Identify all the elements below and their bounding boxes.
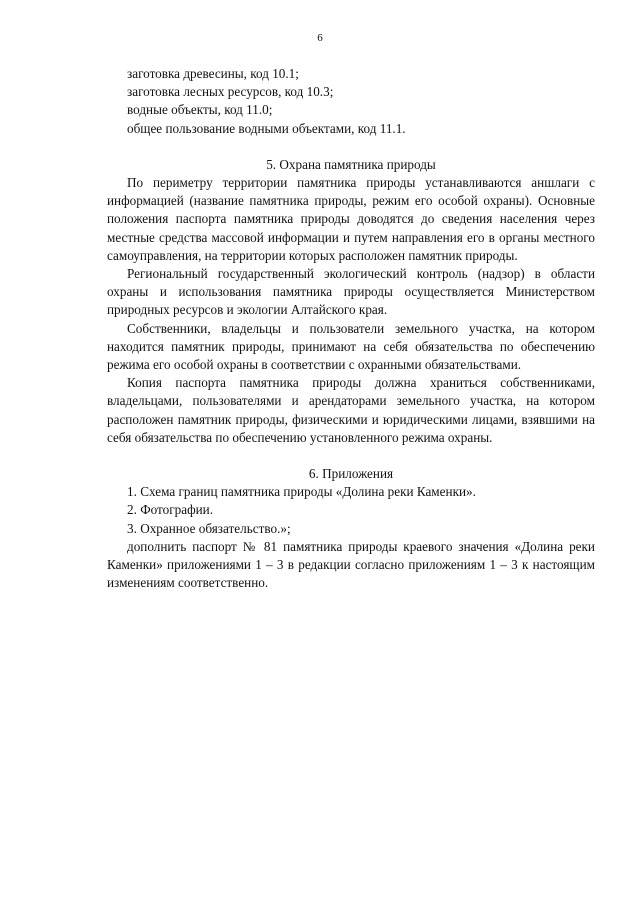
section-5-paragraph-3: Собственники, владельцы и пользователи земельного участка, на котором находится памятник природы, принимают на себя обязательства по обеспечению режима его особой охраны в соответствии с охранными обязательствами.: [107, 320, 595, 373]
closing-paragraph: дополнить паспорт № 81 памятника природы краевого значения «Долина реки Каменки» приложениями 1 – 3 в редакции согласно приложениям 1 – 3 к настоящим изменениям соответственно.: [107, 538, 595, 591]
list-item: водные объекты, код 11.0;: [127, 102, 273, 118]
page-number: 6: [317, 32, 323, 44]
spacer: [107, 447, 595, 465]
section-5-title: 5. Охрана памятника природы: [266, 156, 436, 172]
section-5-paragraph-2: Региональный государственный экологический контроль (надзор) в области охраны и использования памятника природы осуществляется Министерством природных ресурсов и экологии Алтайского края.: [107, 266, 595, 318]
section-5-paragraph-4: Копия паспорта памятника природы должна храниться собственниками, владельцами, пользователями и арендаторами земельного участка, на котором расположен памятник природы, физическими и юридическими лицами, взявшими на себя обязательства по обеспечению установленного режима охраны.: [107, 375, 595, 445]
list-item: заготовка древесины, код 10.1;: [127, 66, 299, 81]
spacer: [107, 138, 595, 156]
section-5-paragraph-1: По периметру территории памятника природы устанавливаются аншлаги с информацией (название памятника природы, режим его особой охраны). Основные положения паспорта памятника природы доводятся до сведения населения через местные средства массовой информации и путем направления его в органы местного самоуправления, на территории которых расположен памятник природы.: [107, 175, 595, 263]
appendix-item: 1. Схема границ памятника природы «Долина реки Каменки».: [127, 484, 476, 500]
document-body: [107, 65, 595, 592]
appendix-item: 2. Фотографии.: [127, 502, 214, 518]
list-item: общее пользование водными объектами, код 11.1.: [127, 120, 406, 136]
appendix-item: 3. Охранное обязательство.»;: [127, 520, 291, 536]
list-item: заготовка лесных ресурсов, код 10.3;: [127, 84, 334, 100]
section-6-title: 6. Приложения: [308, 466, 394, 482]
